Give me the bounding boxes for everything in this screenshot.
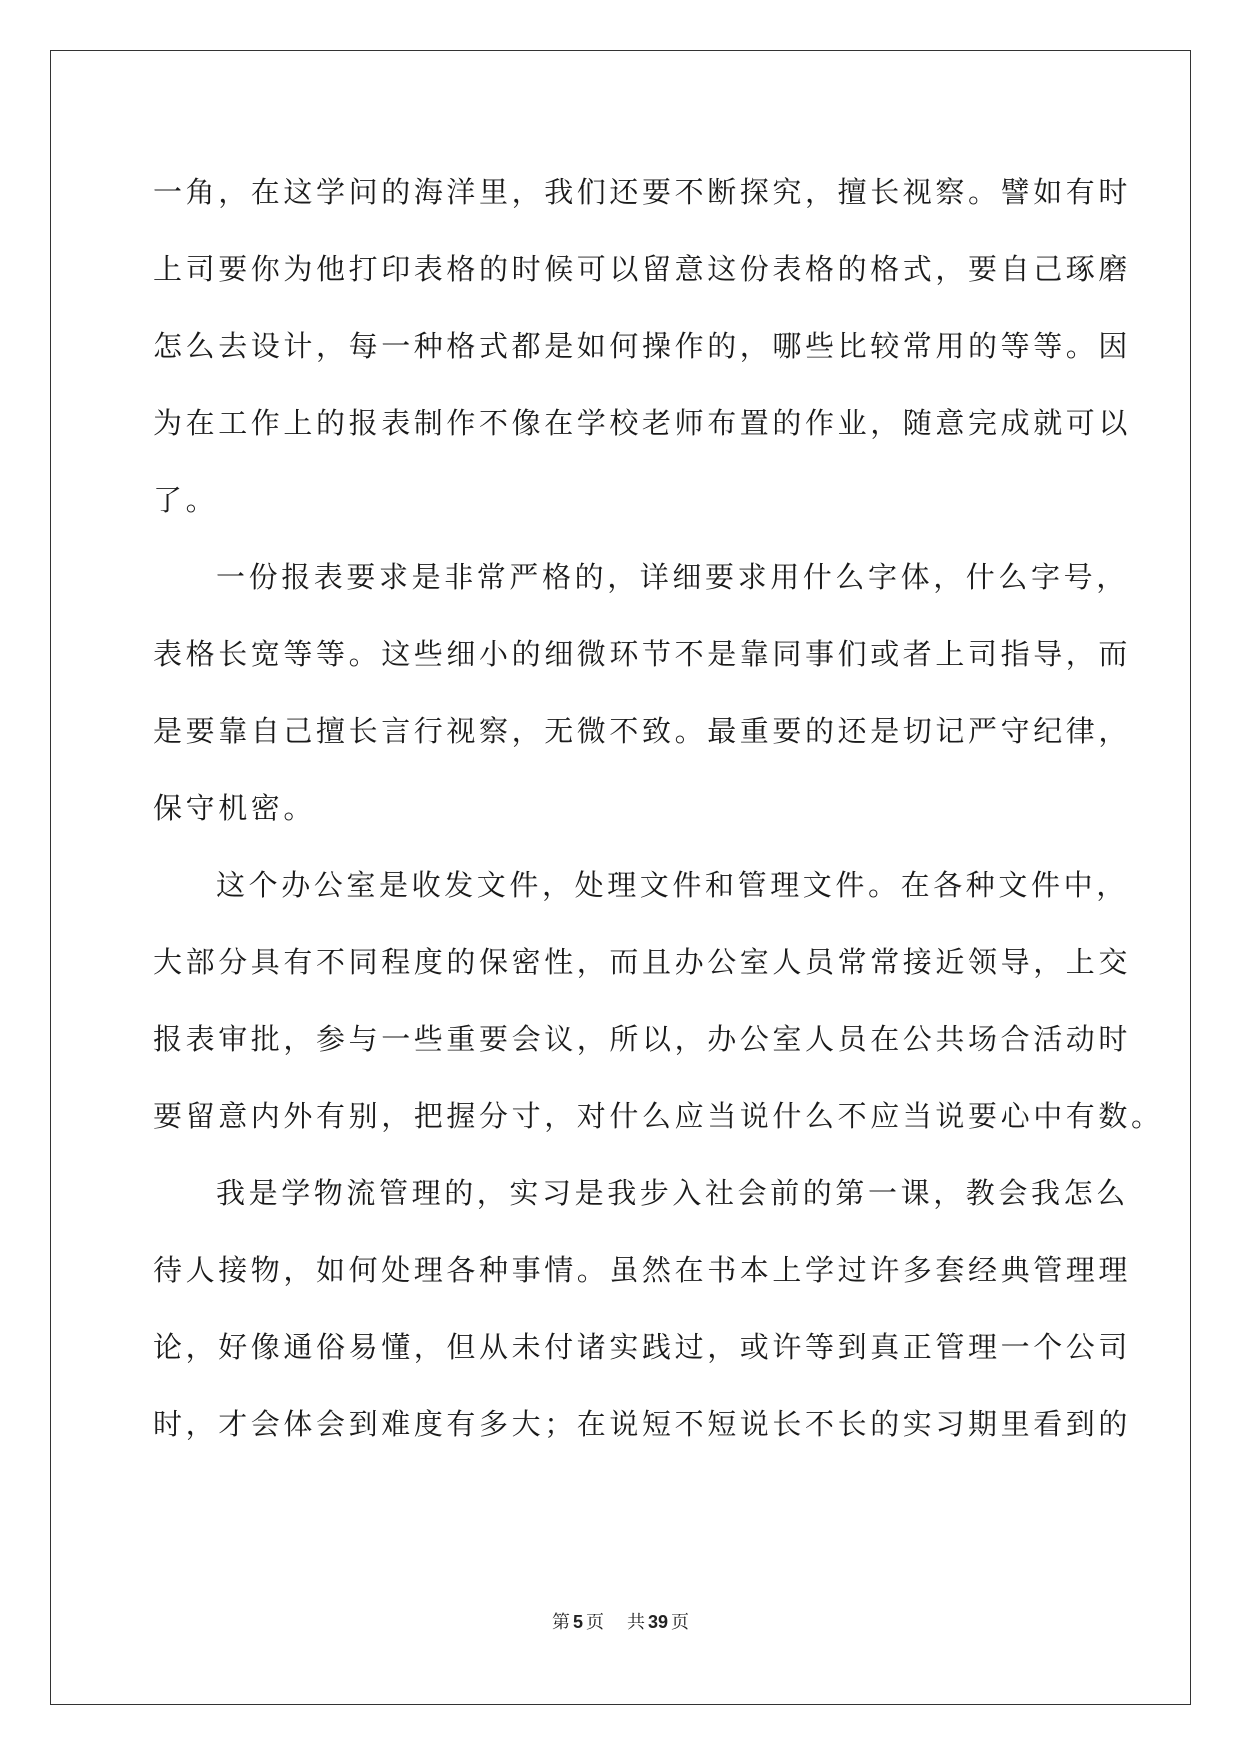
text-line: 了。	[153, 483, 219, 517]
text-line: 上司要你为他打印表格的时候可以留意这份表格的格式，要自己琢磨	[153, 252, 1132, 286]
text-line: 报表审批，参与一些重要会议，所以，办公室人员在公共场合活动时	[153, 1022, 1132, 1056]
paragraph-first-line: 一份报表要求是非常严格的，详细要求用什么字体，什么字号，	[216, 560, 1129, 594]
text-line: 一角，在这学问的海洋里，我们还要不断探究，擅长视察。譬如有时	[153, 175, 1132, 209]
text-line: 待人接物，如何处理各种事情。虽然在书本上学过许多套经典管理理	[153, 1253, 1132, 1287]
text-line: 时，才会体会到难度有多大；在说短不短说长不长的实习期里看到的	[153, 1407, 1132, 1441]
text-line: 怎么去设计，每一种格式都是如何操作的，哪些比较常用的等等。因	[153, 329, 1132, 363]
document-body	[153, 154, 1164, 1463]
current-page-number: 5	[573, 1612, 584, 1632]
text-line: 是要靠自己擅长言行视察，无微不致。最重要的还是切记严守纪律，	[153, 714, 1132, 748]
text-line: 大部分具有不同程度的保密性，而且办公室人员常常接近领导，上交	[153, 945, 1132, 979]
total-page-count: 39	[647, 1612, 668, 1632]
text-line: 要留意内外有别，把握分寸，对什么应当说什么不应当说要心中有数。	[153, 1099, 1164, 1133]
text-line: 保守机密。	[153, 791, 317, 825]
footer-total-prefix: 共	[626, 1612, 645, 1633]
text-line: 表格长宽等等。这些细小的细微环节不是靠同事们或者上司指导，而	[153, 637, 1132, 671]
text-line: 论，好像通俗易懂，但从未付诸实践过，或许等到真正管理一个公司	[153, 1330, 1132, 1364]
page-footer	[0, 1608, 1241, 1634]
footer-prefix: 第	[552, 1612, 571, 1633]
footer-page-word: 页	[586, 1612, 605, 1633]
text-line: 为在工作上的报表制作不像在学校老师布置的作业，随意完成就可以	[153, 406, 1132, 440]
paragraph-first-line: 我是学物流管理的，实习是我步入社会前的第一课，教会我怎么	[216, 1176, 1129, 1210]
paragraph-first-line: 这个办公室是收发文件，处理文件和管理文件。在各种文件中，	[216, 868, 1129, 902]
footer-total-suffix: 页	[670, 1612, 689, 1633]
